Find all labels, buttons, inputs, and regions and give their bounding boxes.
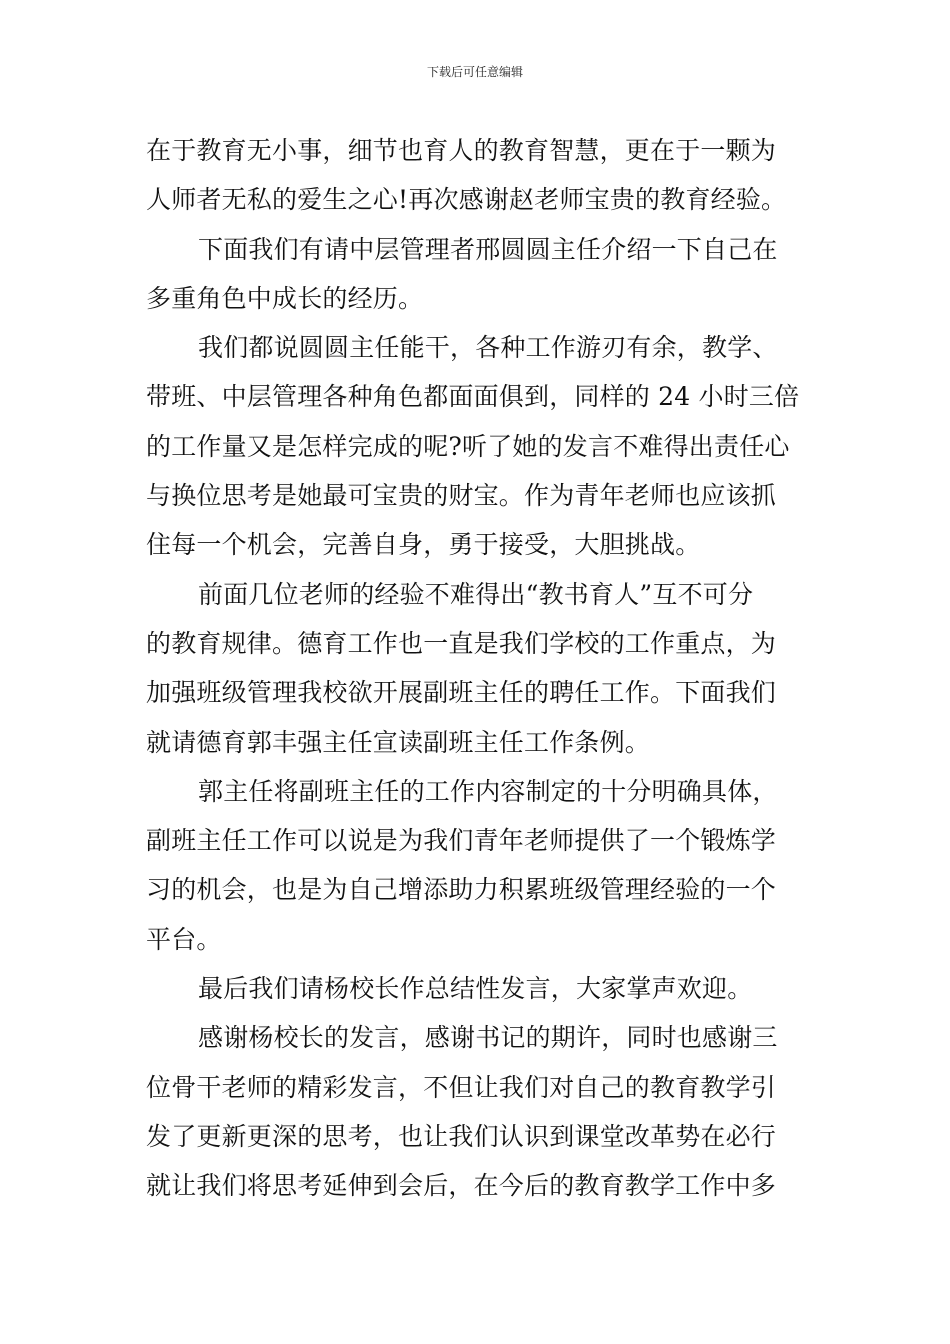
paragraph-5-line-4: 平台。 <box>146 924 222 954</box>
paragraph-3-line-1: 我们都说圆圆主任能干，各种工作游刃有余，教学、 <box>198 333 778 363</box>
paragraph-7-line-3: 发了更新更深的思考，也让我们认识到课堂改革势在必行 <box>146 1121 777 1151</box>
paragraph-2-line-1: 下面我们有请中层管理者邢圆圆主任介绍一下自己在 <box>198 234 778 264</box>
paragraph-5-line-3: 习的机会，也是为自己增添助力积累班级管理经验的一个 <box>146 875 777 905</box>
paragraph-7-line-4: 就让我们将思考延伸到会后，在今后的教育教学工作中多 <box>146 1171 777 1201</box>
paragraph-7-line-2: 位骨干老师的精彩发言，不但让我们对自己的教育教学引 <box>146 1072 777 1102</box>
paragraph-7-line-1: 感谢杨校长的发言，感谢书记的期许，同时也感谢三 <box>198 1023 778 1053</box>
document-body <box>146 126 806 1211</box>
paragraph-4-line-2: 的教育规律。德育工作也一直是我们学校的工作重点，为 <box>146 628 777 658</box>
paragraph-1-line-1: 在于教育无小事，细节也育人的教育智慧，更在于一颗为 <box>146 136 777 165</box>
page-header-note: 下载后可任意编辑 <box>426 65 523 79</box>
paragraph-3-line-5: 住每一个机会，完善自身，勇于接受，大胆挑战。 <box>146 530 701 560</box>
paragraph-2-line-2: 多重角色中成长的经历。 <box>146 283 424 313</box>
paragraph-4-line-3: 加强班级管理我校欲开展副班主任的聘任工作。下面我们 <box>146 678 777 708</box>
paragraph-3-line-4: 与换位思考是她最可宝贵的财宝。作为青年老师也应该抓 <box>146 481 777 511</box>
paragraph-1-line-2: 人师者无私的爱生之心!再次感谢赵老师宝贵的教育经验。 <box>146 185 787 215</box>
paragraph-5-line-2: 副班主任工作可以说是为我们青年老师提供了一个锻炼学 <box>146 826 777 856</box>
paragraph-4-line-4: 就请德育郭丰强主任宣读副班主任工作条例。 <box>146 727 651 757</box>
paragraph-3-line-3: 的工作量又是怎样完成的呢?听了她的发言不难得出责任心 <box>146 431 790 461</box>
paragraph-6-line-1: 最后我们请杨校长作总结性发言，大家掌声欢迎。 <box>198 974 753 1004</box>
paragraph-3-line-2: 带班、中层管理各种角色都面面俱到，同样的 24 小时三倍 <box>146 382 800 412</box>
paragraph-5-line-1: 郭主任将副班主任的工作内容制定的十分明确具体， <box>198 776 778 806</box>
paragraph-4-line-1: 前面几位老师的经验不难得出“教书育人”互不可分 <box>198 579 754 609</box>
